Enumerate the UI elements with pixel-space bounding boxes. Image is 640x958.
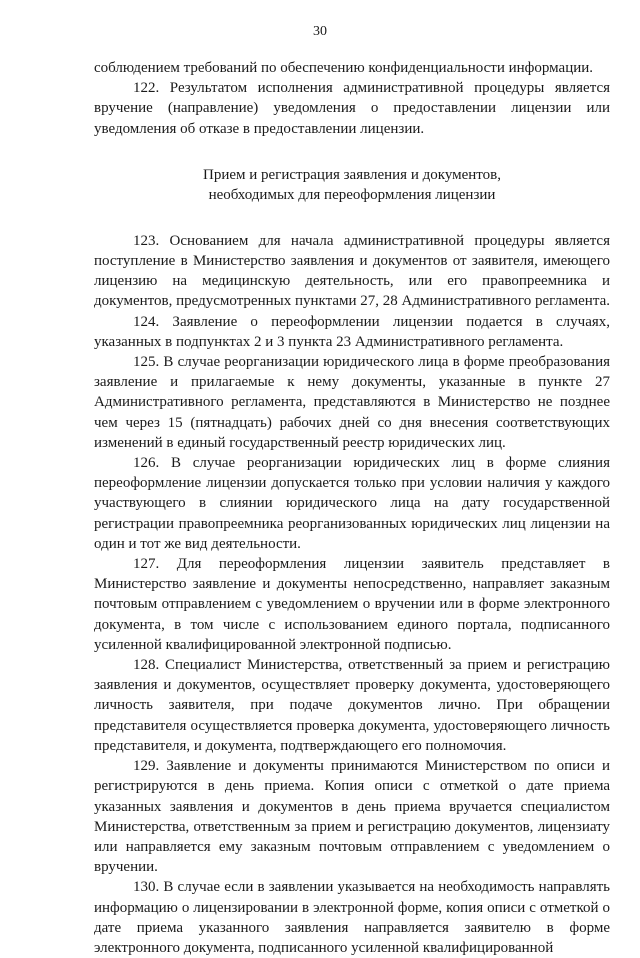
paragraph-129: 129. Заявление и документы принимаются Министерством по описи и регистрируются в день приема. Копия описи с отметкой о дате приема указанных заявления и документов в день приема вручается специалистом Министерства, ответственным за прием и регистрацию документов, лицензиату или направляется ему заказным почтовым отправлением с уведомлением о вручении. — [94, 758, 610, 876]
section-heading-line-1: Прием и регистрация заявления и документов, — [202, 166, 501, 183]
paragraph-124: 124. Заявление о переоформлении лицензии подается в случаях, указанных в подпунктах 2 и 3 пункта 23 Административного регламента. — [94, 313, 610, 350]
paragraph-122: 122. Результатом исполнения административной процедуры является вручение (направление) уведомления о предоставлении лицензии или уведомления об отказе в предоставлении лицензии. — [94, 80, 610, 137]
paragraph-126: 126. В случае реорганизации юридических лиц в форме слияния переоформление лицензии допускается только при условии наличия у каждого участвующего в слиянии юридического лица на дату государственной регистрации правопреемника реорганизованных юридических лиц лицензии на один и тот же вид деятельности. — [94, 455, 610, 552]
section-heading-line-2: необходимых для переоформления лицензии — [208, 186, 496, 203]
document-body — [94, 58, 610, 958]
paragraph-123: 123. Основанием для начала административной процедуры является поступление в Министерство заявления и документов от заявителя, имеющего лицензию на медицинскую деятельность, или его правопреемника и документов, предусмотренных пунктами 27, 28 Административного регламента. — [94, 232, 610, 310]
paragraph-127: 127. Для переоформления лицензии заявитель представляет в Министерство заявление и документы непосредственно, направляет заказным почтовым отправлением с уведомлением о вручении или в форме электронного документа, в том числе с использованием единого портала, подписанного усиленной квалифицированной электронной подписью. — [94, 556, 610, 653]
paragraph-125: 125. В случае реорганизации юридического лица в форме преобразования заявление и прилагаемые к нему документы, указанные в пункте 27 Административного регламента, представляются в Министерство не позднее чем через 15 (пятнадцать) рабочих дней со дня внесения соответствующих изменений в единый государственный реестр юридических лиц. — [94, 354, 610, 451]
paragraph-130: 130. В случае если в заявлении указывается на необходимость направлять информацию о лицензировании в электронной форме, копия описи с отметкой о дате приема указанного заявления направляется заявителю в форме электронного документа, подписанного усиленной квалифицированной — [94, 879, 610, 956]
section-heading — [94, 165, 610, 205]
paragraph-continuation: соблюдением требований по обеспечению конфиденциальности информации. — [94, 60, 594, 76]
paragraph-128: 128. Специалист Министерства, ответственный за прием и регистрацию заявления и документов, осуществляет проверку документа, удостоверяющего личность заявителя, при подаче документов лично. При обращении представителя осуществляется проверка документа, удостоверяющего личность представителя, и документа, подтверждающего его полномочия. — [94, 657, 610, 754]
page-number: 30 — [313, 24, 327, 39]
